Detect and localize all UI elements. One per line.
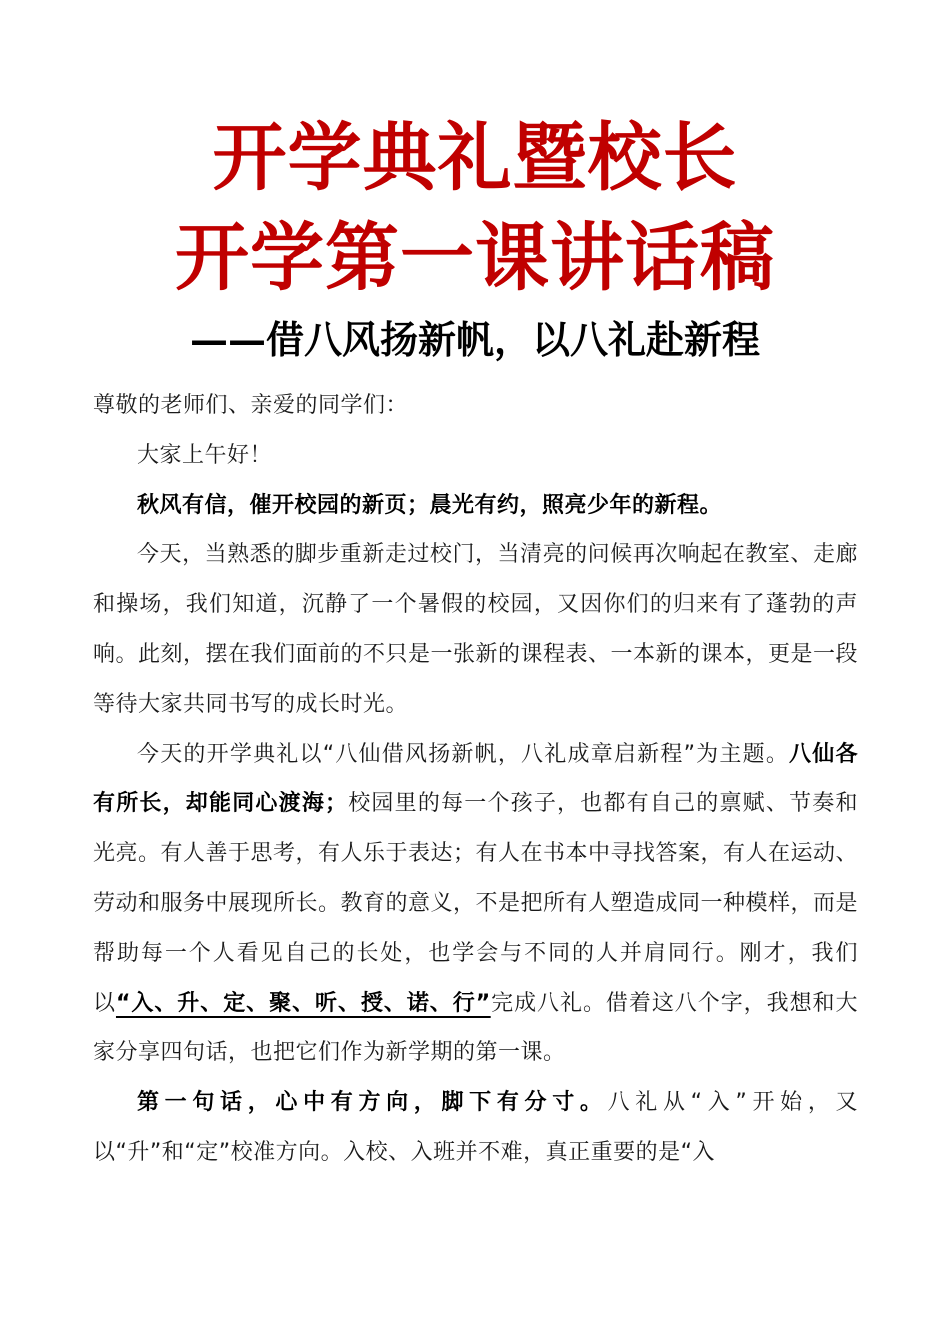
eight-rites-underlined: “入、升、定、聚、听、授、诺、行”: [115, 990, 491, 1016]
opening-line: 秋风有信，催开校园的新页；晨光有约，照亮少年的新程。: [137, 492, 723, 518]
paragraph-2-bold: 八仙各有所长，却能同心渡海；: [93, 741, 858, 817]
speech-body: [93, 381, 858, 1178]
paragraph-2: [93, 730, 858, 1079]
paragraph-2-end: 完成八礼。借着这八个字，我想和大家分享四句话，也把它们作为新学期的第一课。: [93, 990, 858, 1066]
paragraph-3: [93, 1078, 858, 1178]
paragraph-3-text: 八礼从“入”开始，又以“升”和“定”校准方向。入校、入班并不难，真正重要的是“入: [93, 1090, 858, 1165]
paragraph-2-theme: 今天的开学典礼以“八仙借风扬新帆，八礼成章启新程”为主题。: [137, 741, 790, 767]
paragraph-1: 今天，当熟悉的脚步重新走过校门，当清亮的问候再次响起在教室、走廊和操场，我们知道，沉静了一个暑假的校园，又因你们的归来有了蓬勃的声响。此刻，摆在我们面前的不只是一张新的课程表、一本新的课本，更是一段等待大家共同书写的成长时光。: [93, 542, 859, 717]
hello-line: 大家上午好！: [137, 442, 273, 468]
first-point-heading: 第一句话，心中有方向，脚下有分寸。: [137, 1090, 608, 1116]
subtitle: ——借八风扬新帆，以八礼赴新程: [189, 317, 760, 362]
title-line-1: 开学典礼暨校长: [212, 115, 738, 201]
greeting: 尊敬的老师们、亲爱的同学们：: [93, 393, 409, 418]
paragraph-2-text: 校园里的每一个孩子，也都有自己的禀赋、节奏和光亮。有人善于思考，有人乐于表达；有人在书本中寻找答案，有人在运动、劳动和服务中展现所长。教育的意义，不是把所有人塑造成同一种模样，而是帮助每一个人看见自己的长处，也学会与不同的人并肩同行。刚才，我们以: [93, 791, 859, 1016]
title-line-2: 开学第一课讲话稿: [175, 215, 775, 301]
